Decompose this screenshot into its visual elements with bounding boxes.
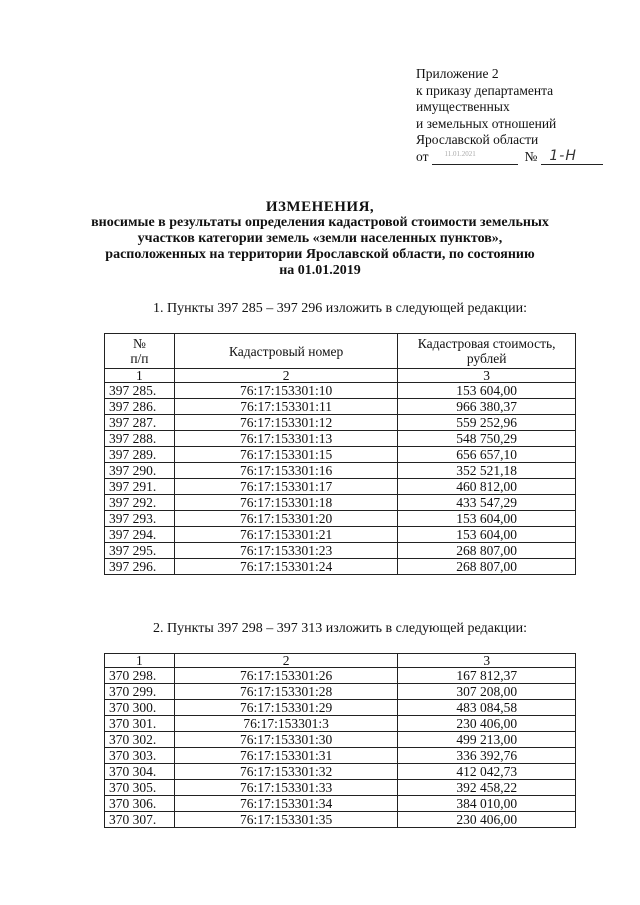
- heading-line: на 01.01.2019: [279, 263, 361, 278]
- section-1-table: [104, 333, 576, 575]
- row-number: 370 302.: [105, 732, 175, 748]
- table-row: [105, 479, 576, 495]
- heading-title: ИЗМЕНЕНИЯ,: [265, 199, 375, 215]
- cadastral-value: 268 807,00: [398, 559, 576, 575]
- row-number: 397 291.: [105, 479, 175, 495]
- table-row: [105, 383, 576, 399]
- cadastral-number: 76:17:153301:15: [174, 447, 398, 463]
- header-text: № п/п: [130, 336, 149, 366]
- row-number: 370 306.: [105, 796, 175, 812]
- number-prefix: №: [524, 148, 538, 164]
- heading-line: вносимые в результаты определения кадастровой стоимости земельных: [91, 215, 549, 230]
- cadastral-number: 76:17:153301:28: [174, 684, 398, 700]
- row-number: 397 292.: [105, 495, 175, 511]
- cadastral-value: 167 812,37: [398, 668, 576, 684]
- cadastral-value: 460 812,00: [398, 479, 576, 495]
- cadastral-value: 153 604,00: [398, 383, 576, 399]
- cadastral-number: 76:17:153301:30: [174, 732, 398, 748]
- cadastral-number: 76:17:153301:33: [174, 780, 398, 796]
- row-number: 397 290.: [105, 463, 175, 479]
- column-number: 2: [174, 369, 398, 383]
- cadastral-value: 559 252,96: [398, 415, 576, 431]
- row-number: 397 288.: [105, 431, 175, 447]
- header-cadastral: [174, 334, 398, 369]
- row-number: 397 286.: [105, 399, 175, 415]
- cadastral-number: 76:17:153301:10: [174, 383, 398, 399]
- row-number: 397 287.: [105, 415, 175, 431]
- cadastral-value: 412 042,73: [398, 764, 576, 780]
- table-header-row: [105, 334, 576, 369]
- column-number-row: [105, 654, 576, 668]
- table-row: [105, 780, 576, 796]
- appendix-line: и земельных отношений: [416, 115, 557, 131]
- order-date-number-line: [416, 149, 616, 166]
- cadastral-number: 76:17:153301:31: [174, 748, 398, 764]
- appendix-line: имущественных: [416, 99, 510, 114]
- table-row: [105, 463, 576, 479]
- heading-line: расположенных на территории Ярославской области, по состоянию: [105, 247, 535, 262]
- cadastral-number: 76:17:153301:17: [174, 479, 398, 495]
- appendix-line: Ярославской области: [416, 132, 539, 147]
- row-number: 370 304.: [105, 764, 175, 780]
- header-text: Кадастровая стоимость, рублей: [417, 336, 556, 366]
- cadastral-number: 76:17:153301:34: [174, 796, 398, 812]
- cadastral-number: 76:17:153301:20: [174, 511, 398, 527]
- row-number: 370 301.: [105, 716, 175, 732]
- row-number: 370 307.: [105, 812, 175, 828]
- row-number: 397 289.: [105, 447, 175, 463]
- table-row: [105, 764, 576, 780]
- row-number: 370 300.: [105, 700, 175, 716]
- header-value: [398, 334, 576, 369]
- section-2-title: 2. Пункты 397 298 – 397 313 изложить в следующей редакции:: [152, 621, 527, 636]
- header-number: [105, 334, 175, 369]
- table-row: [105, 732, 576, 748]
- date-stamp: 11.01.2021: [444, 149, 476, 158]
- section-1-rows: [105, 383, 576, 575]
- table-row: [105, 812, 576, 828]
- cadastral-number: 76:17:153301:16: [174, 463, 398, 479]
- cadastral-number: 76:17:153301:29: [174, 700, 398, 716]
- section-2-table: [104, 653, 576, 828]
- date-prefix: от: [416, 148, 429, 164]
- row-number: 370 299.: [105, 684, 175, 700]
- row-number: 370 298.: [105, 668, 175, 684]
- column-number: 1: [105, 654, 175, 668]
- table-row: [105, 716, 576, 732]
- appendix-line: Приложение 2: [416, 66, 499, 81]
- cadastral-number: 76:17:153301:21: [174, 527, 398, 543]
- header-text: Кадастровый номер: [228, 343, 344, 359]
- table-row: [105, 543, 576, 559]
- cadastral-value: 268 807,00: [398, 543, 576, 559]
- cadastral-number: 76:17:153301:11: [174, 399, 398, 415]
- cadastral-number: 76:17:153301:18: [174, 495, 398, 511]
- table-row: [105, 796, 576, 812]
- cadastral-number: 76:17:153301:3: [174, 716, 398, 732]
- heading-line: участков категории земель «земли населенных пунктов»,: [137, 231, 503, 246]
- table-row: [105, 748, 576, 764]
- cadastral-value: 336 392,76: [398, 748, 576, 764]
- cadastral-number: 76:17:153301:12: [174, 415, 398, 431]
- cadastral-value: 548 750,29: [398, 431, 576, 447]
- column-number: 1: [105, 369, 175, 383]
- document-heading: [60, 199, 580, 279]
- row-number: 397 296.: [105, 559, 175, 575]
- cadastral-value: 230 406,00: [398, 716, 576, 732]
- cadastral-value: 384 010,00: [398, 796, 576, 812]
- table-row: [105, 527, 576, 543]
- cadastral-value: 153 604,00: [398, 511, 576, 527]
- section-2-rows: [105, 668, 576, 828]
- table-row: [105, 559, 576, 575]
- column-number-row: [105, 369, 576, 383]
- cadastral-value: 656 657,10: [398, 447, 576, 463]
- column-number: 3: [398, 654, 576, 668]
- cadastral-number: 76:17:153301:26: [174, 668, 398, 684]
- number-blank: [541, 147, 603, 165]
- row-number: 370 305.: [105, 780, 175, 796]
- section-1-title: 1. Пункты 397 285 – 397 296 изложить в следующей редакции:: [152, 301, 527, 316]
- cadastral-value: 230 406,00: [398, 812, 576, 828]
- table-row: [105, 700, 576, 716]
- table-row: [105, 431, 576, 447]
- table-row: [105, 447, 576, 463]
- row-number: 397 293.: [105, 511, 175, 527]
- cadastral-number: 76:17:153301:23: [174, 543, 398, 559]
- row-number: 370 303.: [105, 748, 175, 764]
- appendix-line: к приказу департамента: [416, 82, 554, 98]
- table-row: [105, 668, 576, 684]
- cadastral-value: 352 521,18: [398, 463, 576, 479]
- row-number: 397 285.: [105, 383, 175, 399]
- table-row: [105, 511, 576, 527]
- column-number: 3: [398, 369, 576, 383]
- cadastral-number: 76:17:153301:13: [174, 431, 398, 447]
- row-number: 397 294.: [105, 527, 175, 543]
- row-number: 397 295.: [105, 543, 175, 559]
- column-number: 2: [174, 654, 398, 668]
- cadastral-value: 966 380,37: [398, 399, 576, 415]
- cadastral-value: 307 208,00: [398, 684, 576, 700]
- cadastral-value: 499 213,00: [398, 732, 576, 748]
- table-row: [105, 684, 576, 700]
- cadastral-number: 76:17:153301:35: [174, 812, 398, 828]
- table-row: [105, 495, 576, 511]
- handwritten-number: 1-Н: [549, 147, 577, 164]
- cadastral-value: 433 547,29: [398, 495, 576, 511]
- table-row: [105, 399, 576, 415]
- cadastral-value: 153 604,00: [398, 527, 576, 543]
- table-row: [105, 415, 576, 431]
- cadastral-number: 76:17:153301:32: [174, 764, 398, 780]
- appendix-block: [416, 66, 616, 165]
- cadastral-value: 392 458,22: [398, 780, 576, 796]
- cadastral-number: 76:17:153301:24: [174, 559, 398, 575]
- date-blank: [432, 150, 518, 165]
- cadastral-value: 483 084,58: [398, 700, 576, 716]
